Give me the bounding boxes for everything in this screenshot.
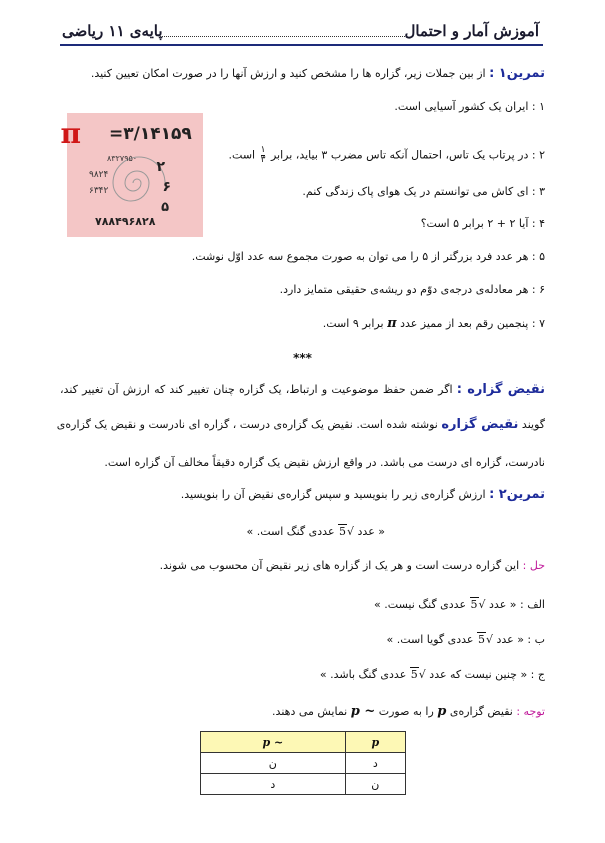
table-cell: ن <box>345 774 405 795</box>
note-line <box>272 704 545 720</box>
table-cell: ن <box>201 753 346 774</box>
exercise1-item: ۳ : ای کاش می توانستم در یک هوای پاک زندگی کنم. <box>302 185 545 198</box>
table-cell: د <box>345 753 405 774</box>
radicand: 5 <box>410 668 418 681</box>
svg-text:۵: ۵ <box>161 200 169 215</box>
negation-label: نقیض گزاره : <box>456 382 545 397</box>
section-separator: *** <box>293 351 312 365</box>
option-prefix: الف : « عدد <box>489 598 545 611</box>
note-notp: ~ p <box>350 704 376 719</box>
svg-text:۷۸۸۴۹۶۸۲۸: ۷۸۸۴۹۶۸۲۸ <box>95 215 156 228</box>
exercise1-item7-tail: برابر ۹ است. <box>322 317 384 330</box>
exercise1-heading <box>91 66 545 82</box>
solution-option <box>386 632 545 648</box>
fraction-numerator: ۱ <box>260 145 266 155</box>
exercise2-heading <box>181 487 545 503</box>
radicand: 5 <box>477 633 485 646</box>
option-suffix: عددی گنگ باشد. » <box>319 668 407 681</box>
exercise1-item: ۴ : آیا ۲ + ۲ برابر ۵ است؟ <box>420 217 545 230</box>
exercise1-item: ۵ : هر عدد فرد بزرگتر از ۵ را می توان به صورت مجموع سه عدد اوّل نوشت. <box>191 250 545 263</box>
table-row <box>201 753 406 774</box>
option-suffix: عددی گویا است. » <box>386 633 474 646</box>
fraction-denominator: ۳ <box>260 155 266 165</box>
table-header-row <box>201 732 406 753</box>
option-prefix: ج : « چنین نیست که عدد <box>429 668 545 681</box>
solution-line <box>160 558 545 574</box>
exercise1-item7-text: ۷ : پنجمین رقم بعد از ممیز عدد <box>400 317 545 330</box>
option-suffix: عددی گنگ نیست. » <box>374 598 467 611</box>
svg-text:۹۸۲۴: ۹۸۲۴ <box>89 170 109 180</box>
radicand: 5 <box>339 525 347 538</box>
pi-symbol: π <box>60 117 81 150</box>
sqrt-expression: √5 <box>339 525 355 538</box>
svg-text:۸۳۲۷۹۵۰: ۸۳۲۷۹۵۰ <box>107 154 138 163</box>
negation-text2c: نوشته شده است. نقیض یک گزاره‌ی درست ، گزاره ای نادرست و نقیض یک گزاره‌ی <box>56 418 438 431</box>
grade-label: پایه‌ی ۱۱ ریاضی <box>62 22 163 40</box>
header-rule <box>60 44 543 46</box>
svg-text:۶: ۶ <box>162 179 171 195</box>
svg-text:۶۳۴۲: ۶۳۴۲ <box>89 186 109 196</box>
negation-line2 <box>56 417 545 433</box>
negation-term: نقیض گزاره <box>441 417 519 432</box>
sqrt-expression: √5 <box>470 598 486 611</box>
radicand: 5 <box>470 598 478 611</box>
sqrt-expression: √5 <box>477 633 493 646</box>
negation-text2a: گویند <box>521 418 545 431</box>
solution-text: این گزاره درست است و هر یک از گزاره های زیر نقیض آن محسوب می شوند. <box>159 559 520 572</box>
option-prefix: ب : « عدد <box>496 633 545 646</box>
exercise1-item2-text: ۲ : در پرتاب یک تاس، احتمال آنکه تاس مضرب ۳ بیاید، برابر <box>270 148 545 162</box>
note-label: توجه : <box>516 705 545 718</box>
fraction <box>261 146 266 165</box>
negation-text1: اگر ضمن حفظ موضوعیت و ارتباط، یک گزاره چنان تغییر کند که ارزش آن تغییر کند، <box>60 383 453 396</box>
svg-text:۲: ۲ <box>156 159 165 175</box>
exercise1-item: ۶ : هر معادله‌ی درجه‌ی دوّم دو ریشه‌ی حقیقی متمایز دارد. <box>279 283 545 296</box>
exercise2-label: تمرین۲ : <box>489 487 545 502</box>
exercise1-item2-tail: است. <box>228 148 256 162</box>
page-title: آموزش آمار و احتمال <box>404 22 539 40</box>
exercise1-item <box>229 146 545 165</box>
sqrt-expression: √5 <box>410 668 426 681</box>
table-row <box>201 774 406 795</box>
solution-option <box>374 597 545 613</box>
pi-symbol-inline: π <box>387 316 397 331</box>
note-text-a: نقیض گزاره‌ی <box>449 705 513 718</box>
solution-option <box>320 667 545 683</box>
table-cell: د <box>201 774 346 795</box>
pi-image <box>60 113 203 237</box>
table-header-notp: ~ p <box>201 732 346 753</box>
exercise1-text: از بین جملات زیر، گزاره ها را مشخص کنید و ارزش آنها را در صورت امکان تعیین کنید. <box>90 67 486 80</box>
exercise2-text: ارزش گزاره‌ی زیر را بنویسید و سپس گزاره‌ی نقیض آن را بنویسید. <box>180 488 486 501</box>
exercise1-label: تمرین۱ : <box>489 66 545 81</box>
negation-line1 <box>60 382 545 398</box>
exercise1-item: ۱ : ایران یک کشور آسیایی است. <box>394 100 545 113</box>
statement-prefix: « عدد <box>357 525 385 538</box>
header-dotted-leader <box>160 36 405 37</box>
table-header-p: p <box>345 732 405 753</box>
solution-label: حل : <box>522 559 545 572</box>
pi-spiral-icon <box>60 113 203 237</box>
truth-table <box>200 731 406 795</box>
note-text-c: نمایش می دهند. <box>272 705 348 718</box>
svg-text:=۳/۱۴۱۵۹: =۳/۱۴۱۵۹ <box>109 124 192 144</box>
note-text-b: را به صورت <box>378 705 434 718</box>
exercise1-item <box>323 316 545 332</box>
note-p: p <box>437 704 447 719</box>
negation-line3: نادرست، گزاره ای درست می باشد. در واقع ارزش نقیض یک گزاره دقیقاً مخالف آن گزاره است. <box>104 456 545 469</box>
exercise2-statement <box>246 524 385 540</box>
statement-suffix: عددی گنگ است. » <box>246 525 335 538</box>
